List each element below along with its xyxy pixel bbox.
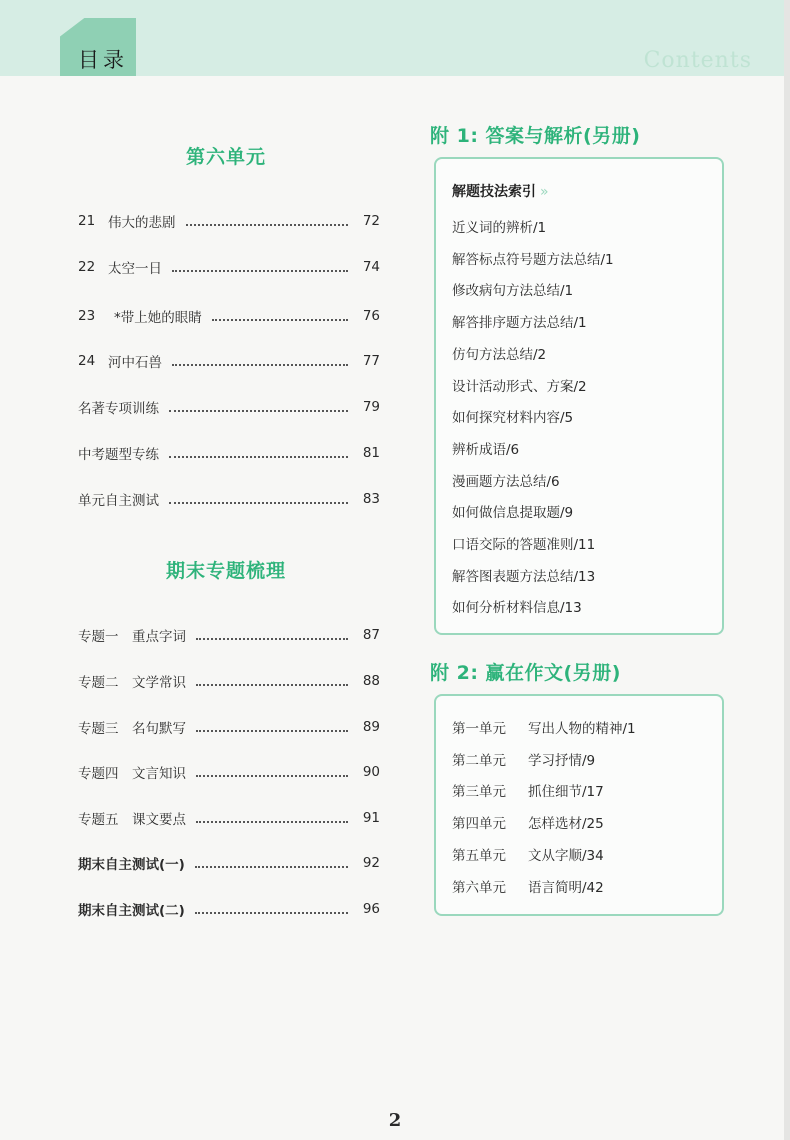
toc-label: 专题四 文言知识 [78, 766, 186, 782]
leader-dots [196, 728, 348, 732]
technique-item[interactable]: 仿句方法总结/2 [452, 347, 547, 363]
toc-row[interactable] [78, 762, 380, 782]
toc-label: 期末自主测试(二) [78, 903, 185, 919]
writing-topic: 语言简明/42 [528, 880, 604, 896]
toc-number: 21 [78, 213, 96, 229]
toc-label: 专题一 重点字词 [78, 629, 186, 645]
toc-row[interactable] [78, 671, 380, 691]
leader-dots [196, 773, 348, 777]
toc-label: 专题五 课文要点 [78, 812, 186, 828]
toc-row[interactable] [78, 397, 380, 417]
leader-dots [195, 910, 348, 914]
toc-label: 单元自主测试 [78, 493, 159, 509]
toc-page: 81 [362, 445, 380, 461]
writing-item[interactable] [452, 749, 595, 769]
technique-item[interactable]: 漫画题方法总结/6 [452, 474, 560, 490]
writing-unit: 第三单元 [452, 784, 506, 800]
page-title: 目录 [78, 48, 128, 72]
toc-page: 90 [362, 764, 380, 780]
toc-row[interactable] [78, 257, 380, 277]
leader-dots [196, 636, 348, 640]
writing-item[interactable] [452, 717, 636, 737]
writing-index-box [434, 694, 724, 916]
toc-number: 22 [78, 259, 96, 275]
toc-row[interactable] [78, 625, 380, 645]
writing-item[interactable] [452, 812, 604, 832]
writing-topic: 写出人物的精神/1 [528, 721, 636, 737]
technique-item[interactable]: 设计活动形式、方案/2 [452, 379, 587, 395]
writing-unit: 第六单元 [452, 880, 506, 896]
writing-item[interactable] [452, 844, 604, 864]
final-review-heading: 期末专题梳理 [166, 560, 287, 582]
toc-row[interactable] [78, 211, 380, 231]
leader-dots [195, 864, 348, 868]
writing-topic: 学习抒情/9 [528, 753, 596, 769]
page-edge [784, 0, 790, 1140]
technique-item[interactable]: 辨析成语/6 [452, 442, 520, 458]
leader-dots [212, 317, 348, 321]
toc-page: 96 [362, 901, 380, 917]
technique-item[interactable]: 修改病句方法总结/1 [452, 283, 574, 299]
unit6-heading: 第六单元 [186, 146, 267, 168]
contents-watermark: Contents [643, 48, 752, 73]
technique-item[interactable]: 解答标点符号题方法总结/1 [452, 252, 614, 268]
technique-item[interactable]: 口语交际的答题准则/11 [452, 537, 596, 553]
technique-index-box [434, 157, 724, 635]
leader-dots [196, 682, 348, 686]
toc-page: 88 [362, 673, 380, 689]
writing-item[interactable] [452, 780, 604, 800]
toc-page: 74 [362, 259, 380, 275]
toc-row[interactable] [78, 853, 380, 873]
writing-topic: 怎样选材/25 [528, 816, 604, 832]
toc-label: 河中石兽 [108, 355, 162, 371]
writing-topic: 抓住细节/17 [528, 784, 604, 800]
toc-page: 77 [362, 353, 380, 369]
writing-unit: 第二单元 [452, 753, 506, 769]
toc-row[interactable] [78, 443, 380, 463]
leader-dots [172, 362, 348, 366]
toc-page: 76 [362, 308, 380, 324]
toc-number: 24 [78, 353, 96, 369]
appendix2-title: 附 2: 赢在作文(另册) [430, 662, 621, 684]
toc-page: 79 [362, 399, 380, 415]
leader-dots [186, 222, 349, 226]
toc-label: 专题二 文学常识 [78, 675, 186, 691]
writing-topic: 文从字顺/34 [528, 848, 604, 864]
technique-item[interactable]: 解答排序题方法总结/1 [452, 315, 587, 331]
leader-dots [169, 500, 348, 504]
toc-number: 23 [78, 308, 96, 324]
toc-page: 89 [362, 719, 380, 735]
leader-dots [172, 268, 348, 272]
toc-label: 太空一日 [108, 261, 162, 277]
toc-row[interactable] [78, 351, 380, 371]
writing-item[interactable] [452, 876, 604, 896]
toc-label: *带上她的眼睛 [114, 310, 202, 326]
leader-dots [169, 408, 348, 412]
toc-page: 91 [362, 810, 380, 826]
toc-page: 92 [362, 855, 380, 871]
toc-row[interactable] [78, 808, 380, 828]
technique-item[interactable]: 近义词的辨析/1 [452, 220, 547, 236]
page-number: 2 [388, 1110, 402, 1131]
toc-label: 中考题型专练 [78, 447, 159, 463]
technique-item[interactable]: 如何做信息提取题/9 [452, 505, 574, 521]
toc-label: 伟大的悲剧 [108, 215, 176, 231]
toc-page: 83 [362, 491, 380, 507]
toc-label: 名著专项训练 [78, 401, 159, 417]
toc-row[interactable] [78, 717, 380, 737]
technique-item[interactable]: 如何探究材料内容/5 [452, 410, 574, 426]
toc-label: 期末自主测试(一) [78, 857, 185, 873]
leader-dots [169, 454, 348, 458]
writing-unit: 第四单元 [452, 816, 506, 832]
technique-item[interactable]: 解答图表题方法总结/13 [452, 569, 596, 585]
toc-row[interactable] [78, 306, 380, 326]
toc-page: 87 [362, 627, 380, 643]
technique-index-heading [452, 181, 549, 201]
toc-label: 专题三 名句默写 [78, 721, 186, 737]
writing-unit: 第五单元 [452, 848, 506, 864]
appendix1-title: 附 1: 答案与解析(另册) [430, 125, 641, 147]
toc-row[interactable] [78, 899, 380, 919]
chevron-right-icon: » [540, 184, 549, 200]
toc-page: 72 [362, 213, 380, 229]
toc-row[interactable] [78, 489, 380, 509]
leader-dots [196, 819, 348, 823]
technique-index-label: 解题技法索引 [452, 184, 536, 200]
technique-item[interactable]: 如何分析材料信息/13 [452, 600, 582, 616]
writing-unit: 第一单元 [452, 721, 506, 737]
